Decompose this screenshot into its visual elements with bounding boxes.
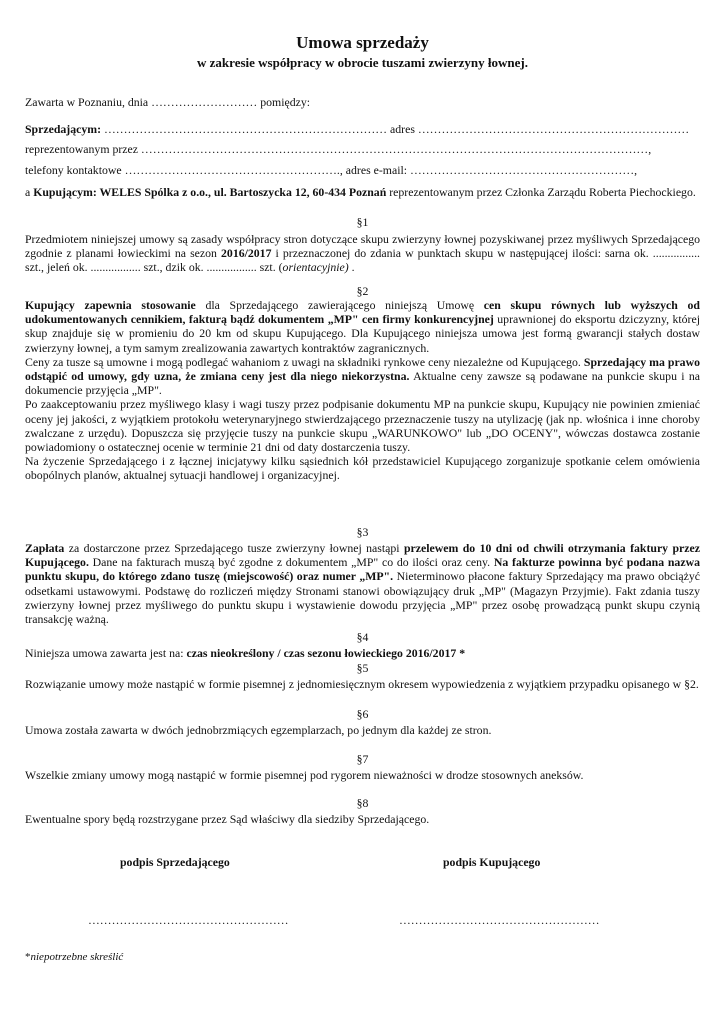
buyer-rest: reprezentowanym przez Członka Zarządu Roberta Piechockiego. [386,185,696,199]
seller-signature-label: podpis Sprzedającego [120,855,230,869]
s3-text-3: Nieterminowo płacone faktury Sprzedający ma prawo obciążyć odsetkami ustawowymi. Podstawę do rozliczeń między Stronami stanowi obowiązujący druk „MP" (Magazyn Przyjmie). Fakt zdania tuszy zwierzyny łownej przez myśliwego do punktu skupu i wystawienie dowodu przyjęcia „MP" przez osobę prowadzącą punkt skupu czynią transakcję ważną. [25,569,700,627]
section-6-text: Umowa została zawarta w dwóch jednobrzmiących egzemplarzach, po jednym dla każdej ze stron. [25,723,492,737]
document-title: Umowa sprzedaży [296,33,429,52]
s2-bold-3: Sprzedający ma prawo odstąpić od umowy, gdy uzna, że zmiana ceny jest dla niego niekorzystna. [25,354,700,384]
section-8-heading: §8 [356,796,369,810]
document-subtitle: w zakresie współpracy w obrocie tuszami zwierzyny łownej. [197,55,528,70]
intro-represented-line: reprezentowanym przez …………………………………………………………………………………………………………………, [25,142,652,156]
section-1-heading: §1 [356,215,369,229]
section-8-text: Ewentualne spory będą rozstrzygane przez Sąd właściwy dla siedziby Sprzedającego. [25,812,430,826]
section-3-text [25,541,700,626]
s3-text-2: Dane na fakturach muszą być zgodne z dokumentem „MP" co do ilości oraz ceny. [88,555,494,570]
s2-paragraph-4: Na życzenie Sprzedającego i z łącznej inicjatywy kilku sąsiednich kół przedstawiciel Kupującego zorganizuje spotkanie celem omówienia obopólnych planów, aktualnej sytuacji handlowej i organizacyjnej. [25,454,700,483]
s1-text-c: . [348,260,355,275]
buyer-prefix: a [25,185,34,199]
section-5-heading: §5 [356,661,369,675]
s3-text-1: za dostarczone przez Sprzedającego tusze zwierzyny łownej nastąpi [64,541,404,555]
section-6-heading: §6 [356,707,369,721]
s2-text-3: Ceny za tusze są umowne i mogą podlegać wahaniom z uwagi na składniki rynkowe ceny niezależne od Kupującego. [25,354,584,369]
buyer-signature-line: …………………………………………… [399,913,600,927]
intro-buyer-paragraph [25,185,700,199]
section-3-heading: §3 [356,525,369,539]
footnote-star: * [25,951,31,963]
footnote-text: niepotrzebne skreślić [30,951,124,963]
section-5-text: Rozwiązanie umowy może nastąpić w formie pisemnej z jednomiesięcznym okresem wypowiedzenia z wyjątkiem przypadku opisanego w §2. [25,677,699,691]
s2-text-1: dla Sprzedającego zawierającego niniejszą Umowę [195,298,484,312]
s3-bold-3: Na fakturze powinna być podana nazwa punktu skupu, do którego zdano tuszę (miejscowość) oraz numer „MP". [25,555,700,584]
section-4-text [25,646,700,660]
footnote [25,950,123,964]
s4-text: Niniejsza umowa zawarta jest na: [25,646,187,660]
section-2-text [25,298,700,483]
buyer-signature-label: podpis Kupującego [443,855,541,869]
section-2-heading: §2 [356,284,369,298]
buyer-name: Kupującym: WELES Spólka z o.o., ul. Bartoszycka 12, 60-434 Poznań [33,185,387,199]
s1-text-b: i przeznaczonej do zdania w punktach skupu w następującej ilości: sarna ok. ................ szt., jeleń ok. ................. szt., dzik ok. ................. szt. ( [25,246,700,275]
seller-signature-line: …………………………………………… [88,913,289,927]
s3-bold-2: przelewem do 10 dni od chwili otrzymania faktury przez Kupującego. [25,541,700,570]
s2-paragraph-3: Po zaakceptowaniu przez myśliwego klasy i wagi tuszy przez podpisanie dokumentu MP na punkcie skupu, Kupujący nie powinien zmieniać oceny jej jakości, z wyjątkiem protokołu weterynaryjnego stwierdzającego przeznaczenie tuszy na utylizację (jak np. włośnica i inne choroby zwalczane z urzędu). Dopuszcza się przyjęcie tuszy na punkcie skupu „WARUNKOWO" lub „DO OCENY", wówczas dostawca zostanie powiadomiony o ostatecznej ocenie w terminie 21 dni od daty dostarczenia tuszy. [25,397,700,455]
intro-contacts-line: telefony kontaktowe ………………………………………………., adres e-mail: …………………………………………………, [25,163,638,177]
seller-fill: ……………………………………………………………… adres …………………………………………………………… [101,122,690,136]
seller-label: Sprzedającym: [25,122,102,136]
s2-paragraph-1 [25,298,700,355]
s1-season: 2016/2017 [221,246,272,261]
intro-seller-line [25,122,700,136]
s3-bold-1: Zapłata [25,541,65,555]
section-1-text [25,232,700,275]
section-7-text: Wszelkie zmiany umowy mogą nastąpić w formie pisemnej pod rygorem nieważności w drodze stosownych aneksów. [25,768,584,782]
section-7-heading: §7 [356,752,369,766]
s2-bold-1: Kupujący zapewnia stosowanie [25,298,196,312]
s1-text-a: Przedmiotem niniejszej umowy są zasady współpracy stron dotyczące skupu zwierzyny łownej pozyskiwanej przez myśliwych Sprzedającego zgodnie z planami łowieckimi na sezon [25,232,700,261]
s2-text-4: Aktualne ceny zawsze są podawane na punkcie skupu i na dokumencie przyjęcia „MP". [25,369,700,398]
s2-bold-2: cen skupu równych lub wyższych od udokumentowanych cennikiem, fakturą bądź dokumentem „MP" cen firmy konkurencyjnej [25,298,700,327]
s2-text-2: uprawnionej do eksportu dziczyzny, której skup znajduje się w promieniu do 20 km od skupu Kupującego. Dla Kupującego niniejsza umowa jest formą gwarancji stałych dostaw zwierzyny łownej, a tym samym zrealizowania zawartych kontraktów zagranicznych. [25,312,700,355]
section-4-heading: §4 [356,630,369,644]
s4-bold: czas nieokreślony / czas sezonu łowieckiego 2016/2017 * [186,646,466,660]
s2-paragraph-2 [25,355,700,398]
s1-italic: orientacyjnie) [282,260,349,275]
intro-date-line: Zawarta w Poznaniu, dnia ……………………… pomiędzy: [25,95,311,109]
